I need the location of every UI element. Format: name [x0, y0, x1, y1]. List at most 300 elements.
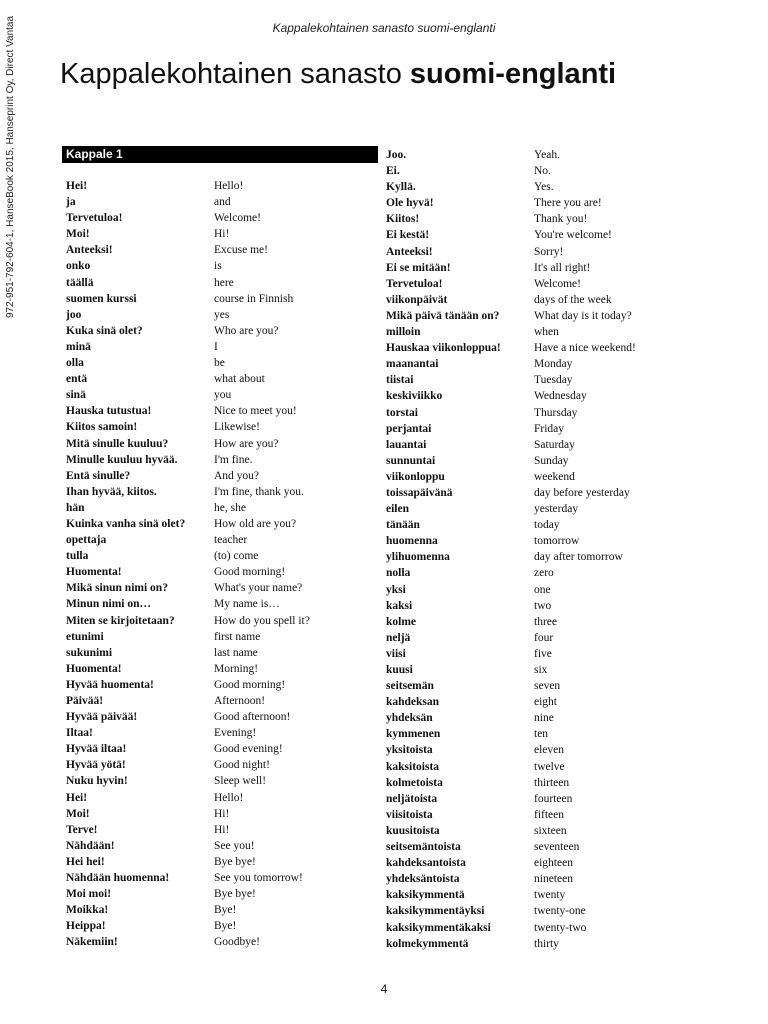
finnish-term: viikonloppu: [386, 470, 445, 483]
vocabulary-entry: [386, 324, 636, 340]
english-translation: nine: [534, 712, 554, 725]
english-translation: And you?: [214, 469, 260, 482]
english-translation: Hi!: [214, 228, 230, 241]
vocabulary-entry: [386, 276, 636, 292]
finnish-term: milloin: [386, 326, 421, 339]
vocabulary-entry: [66, 886, 310, 902]
finnish-term: Ei kestä!: [386, 229, 430, 242]
vocabulary-entry: [386, 936, 636, 952]
english-translation: Bye bye!: [214, 888, 256, 901]
vocabulary-entry: [66, 516, 310, 532]
english-translation: Bye!: [214, 904, 237, 917]
finnish-term: kuusi: [386, 664, 413, 676]
finnish-term: Päivää!: [66, 695, 104, 707]
english-translation: thirteen: [534, 776, 570, 789]
finnish-term: kaksi: [386, 599, 413, 612]
english-translation: Have a nice weekend!: [534, 342, 636, 355]
page-title-bold: suomi-englanti: [409, 58, 617, 90]
english-translation: weekend: [534, 470, 575, 483]
english-translation: seventeen: [534, 841, 580, 854]
finnish-term: yksitoista: [386, 744, 433, 757]
vocabulary-entry: [66, 564, 310, 580]
vocabulary-entry: [386, 517, 636, 533]
vocabulary-entry: [386, 163, 636, 179]
english-translation: Hello!: [214, 791, 244, 804]
english-translation: Yeah.: [534, 149, 560, 161]
vocabulary-entry: [386, 227, 636, 243]
vocabulary-entry: [66, 403, 310, 419]
vocabulary-entry: [386, 195, 636, 211]
finnish-term: Minulle kuuluu hyvää.: [66, 453, 178, 466]
english-translation: yesterday: [534, 503, 579, 516]
finnish-term: kolmekymmentä: [386, 937, 469, 950]
english-translation: and: [214, 196, 231, 209]
finnish-term: Ei se mitään!: [386, 261, 451, 274]
english-translation: Goodbye!: [214, 936, 260, 949]
finnish-term: Hyvää päivää!: [66, 711, 138, 724]
english-translation: Sleep well!: [214, 775, 267, 788]
finnish-term: kahdeksan: [386, 696, 440, 709]
english-translation: eleven: [534, 744, 565, 757]
vocabulary-entry: [386, 614, 636, 630]
vocabulary-entry: [386, 244, 636, 260]
finnish-term: Moi!: [66, 228, 90, 241]
vocabulary-entry: [66, 242, 310, 258]
english-translation: two: [534, 599, 552, 612]
finnish-term: Huomenta!: [66, 566, 122, 579]
finnish-term: viikonpäivät: [386, 293, 448, 306]
english-translation: day before yesterday: [534, 486, 630, 499]
english-translation: course in Finnish: [214, 292, 294, 305]
vocabulary-entry: [66, 178, 310, 194]
english-translation: How do you spell it?: [214, 614, 310, 627]
finnish-term: Heippa!: [66, 920, 106, 933]
english-translation: first name: [214, 630, 261, 643]
english-translation: Nice to meet you!: [214, 405, 297, 418]
english-translation: is: [214, 260, 222, 273]
finnish-term: Hyvää huomenta!: [66, 678, 154, 691]
finnish-term: viisi: [386, 647, 406, 660]
vocabulary-entry: [66, 387, 310, 403]
vocabulary-entry: [386, 759, 636, 775]
vocabulary-entry: [66, 693, 310, 709]
vocabulary-entry: [386, 646, 636, 662]
copyright-note: 972-951-792-604-1, HanseBook 2015, Hanseprint Oy, Direct Vantaa: [5, 15, 16, 318]
english-translation: I: [214, 340, 218, 353]
english-translation: eight: [534, 696, 557, 709]
finnish-term: seitsemän: [386, 680, 434, 693]
english-translation: There you are!: [534, 197, 602, 210]
finnish-term: Minun nimi on…: [66, 598, 151, 611]
english-translation: Likewise!: [214, 421, 260, 434]
finnish-term: Kiitos!: [386, 213, 420, 226]
finnish-term: kuusitoista: [386, 824, 440, 837]
vocabulary-entry: [386, 598, 636, 614]
finnish-term: tänään: [386, 519, 420, 532]
vocabulary-entry: [386, 469, 636, 485]
finnish-term: Nähdään!: [66, 839, 115, 852]
english-translation: Wednesday: [534, 390, 587, 403]
vocabulary-entry: [66, 371, 310, 387]
vocabulary-entry: [66, 773, 310, 789]
finnish-term: Joo.: [386, 149, 407, 161]
vocabulary-entry: [386, 211, 636, 227]
vocabulary-entry: [66, 629, 310, 645]
finnish-term: huomenna: [386, 535, 438, 548]
chapter-heading: Kappale 1: [62, 146, 378, 163]
finnish-term: seitsemäntoista: [386, 841, 461, 854]
finnish-term: Anteeksi!: [386, 245, 433, 258]
vocabulary-entry: [386, 340, 636, 356]
english-translation: Welcome!: [214, 212, 261, 225]
vocabulary-entry: [386, 453, 636, 469]
english-translation: one: [534, 583, 551, 596]
vocabulary-entry: [66, 452, 310, 468]
vocabulary-entry: [66, 580, 310, 596]
vocabulary-entry: [386, 308, 636, 324]
finnish-term: nolla: [386, 567, 411, 580]
vocabulary-entry: [66, 436, 310, 452]
english-translation: nineteen: [534, 873, 573, 886]
vocabulary-entry: [386, 855, 636, 871]
english-translation: four: [534, 631, 554, 644]
english-translation: zero: [534, 567, 554, 580]
finnish-term: Ihan hyvää, kiitos.: [66, 485, 157, 498]
finnish-term: Hei hei!: [66, 855, 105, 868]
finnish-term: Nuku hyvin!: [66, 775, 128, 788]
finnish-term: Näkemiin!: [66, 936, 118, 949]
vocabulary-entry: [386, 582, 636, 598]
finnish-term: Tervetuloa!: [386, 277, 443, 290]
english-translation: (to) come: [214, 550, 259, 563]
english-translation: How are you?: [214, 437, 279, 450]
english-translation: Saturday: [534, 438, 575, 451]
vocabulary-entry: [66, 484, 310, 500]
english-translation: twenty-one: [534, 905, 586, 918]
english-translation: be: [214, 357, 225, 370]
english-translation: thirty: [534, 937, 559, 950]
vocabulary-entry: [66, 226, 310, 242]
english-translation: what about: [214, 373, 265, 386]
finnish-term: yksi: [386, 583, 406, 596]
vocabulary-entry: [66, 757, 310, 773]
vocabulary-entry: [66, 806, 310, 822]
english-translation: Good morning!: [214, 678, 286, 691]
vocabulary-entry: [386, 388, 636, 404]
vocabulary-entry: [66, 532, 310, 548]
finnish-term: Anteeksi!: [66, 244, 113, 257]
vocabulary-entry: [386, 678, 636, 694]
vocabulary-entry: [386, 662, 636, 678]
english-translation: last name: [214, 646, 258, 659]
english-translation: Afternoon!: [214, 695, 266, 707]
english-translation: Good night!: [214, 759, 270, 772]
english-translation: today: [534, 519, 560, 532]
english-translation: three: [534, 615, 557, 628]
vocabulary-entry: [386, 292, 636, 308]
english-translation: twelve: [534, 760, 565, 773]
english-translation: Thank you!: [534, 213, 588, 226]
vocabulary-entry: [66, 291, 310, 307]
finnish-term: Iltaa!: [66, 727, 93, 740]
english-translation: You're welcome!: [534, 229, 612, 242]
finnish-term: entä: [66, 373, 88, 386]
vocabulary-entry: [386, 405, 636, 421]
finnish-term: Mitä sinulle kuuluu?: [66, 437, 169, 450]
finnish-term: sinä: [66, 389, 86, 402]
page-title: [60, 58, 616, 91]
english-translation: day after tomorrow: [534, 551, 623, 564]
finnish-term: eilen: [386, 503, 409, 516]
page-title-regular: Kappalekohtainen sanasto: [60, 58, 402, 90]
finnish-term: yhdeksäntoista: [386, 873, 460, 886]
english-translation: No.: [534, 165, 551, 178]
vocabulary-entry: [66, 918, 310, 934]
finnish-term: olla: [66, 357, 84, 370]
english-translation: ten: [534, 728, 549, 741]
english-translation: What's your name?: [214, 582, 303, 595]
english-translation: See you!: [214, 839, 255, 852]
finnish-term: perjantai: [386, 422, 432, 435]
finnish-term: neljätoista: [386, 792, 438, 805]
english-translation: Hello!: [214, 180, 244, 192]
english-translation: fourteen: [534, 792, 573, 805]
finnish-term: yhdeksän: [386, 712, 433, 725]
finnish-term: opettaja: [66, 534, 107, 547]
vocabulary-entry: [386, 565, 636, 581]
vocabulary-entry: [386, 839, 636, 855]
english-translation: Hi!: [214, 823, 230, 836]
english-translation: What day is it today?: [534, 309, 632, 322]
finnish-term: Mikä päivä tänään on?: [386, 309, 500, 322]
english-translation: teacher: [214, 534, 248, 547]
vocabulary-entry: [66, 468, 310, 484]
vocabulary-entry: [66, 596, 310, 612]
running-head: Kappalekohtainen sanasto suomi-englanti: [272, 21, 496, 35]
vocabulary-column-left: [66, 178, 310, 951]
vocabulary-entry: [66, 548, 310, 564]
finnish-term: Hyvää iltaa!: [66, 743, 127, 756]
english-translation: seven: [534, 680, 561, 693]
vocabulary-entry: [66, 838, 310, 854]
finnish-term: Ole hyvä!: [386, 197, 434, 210]
english-translation: days of the week: [534, 293, 612, 306]
finnish-term: Hei!: [66, 791, 88, 804]
english-translation: Morning!: [214, 662, 259, 675]
finnish-term: kahdeksantoista: [386, 857, 466, 870]
finnish-term: sunnuntai: [386, 454, 436, 467]
english-translation: Tuesday: [534, 374, 573, 387]
vocabulary-entry: [66, 194, 310, 210]
vocabulary-entry: [66, 870, 310, 886]
finnish-term: joo: [66, 308, 82, 321]
english-translation: Good evening!: [214, 743, 283, 756]
finnish-term: lauantai: [386, 438, 427, 451]
vocabulary-entry: [66, 822, 310, 838]
finnish-term: Nähdään huomenna!: [66, 872, 170, 885]
english-translation: Good morning!: [214, 566, 286, 579]
finnish-term: Tervetuloa!: [66, 212, 123, 225]
english-translation: fifteen: [534, 808, 565, 821]
finnish-term: kolme: [386, 615, 417, 628]
finnish-term: kolmetoista: [386, 776, 443, 789]
vocabulary-entry: [386, 887, 636, 903]
finnish-term: neljä: [386, 631, 411, 644]
vocabulary-entry: [386, 533, 636, 549]
vocabulary-entry: [386, 775, 636, 791]
finnish-term: Hauskaa viikonloppua!: [386, 342, 501, 355]
english-translation: See you tomorrow!: [214, 872, 303, 885]
vocabulary-entry: [386, 920, 636, 936]
english-translation: twenty: [534, 889, 566, 902]
english-translation: How old are you?: [214, 517, 297, 530]
finnish-term: viisitoista: [386, 808, 433, 821]
finnish-term: Kuka sinä olet?: [66, 324, 143, 337]
vocabulary-entry: [66, 258, 310, 274]
english-translation: I'm fine.: [214, 453, 253, 466]
vocabulary-entry: [386, 807, 636, 823]
finnish-term: kaksikymmentä: [386, 889, 465, 902]
english-translation: you: [214, 389, 232, 402]
finnish-term: sukunimi: [66, 646, 113, 659]
vocabulary-entry: [386, 726, 636, 742]
finnish-term: hän: [66, 501, 85, 514]
finnish-term: Miten se kirjoitetaan?: [66, 614, 175, 627]
english-translation: twenty-two: [534, 921, 587, 934]
page-number: 4: [380, 982, 388, 996]
finnish-term: Hauska tutustua!: [66, 405, 152, 418]
english-translation: Monday: [534, 358, 573, 371]
vocabulary-entry: [66, 790, 310, 806]
english-translation: five: [534, 647, 552, 660]
english-translation: Good afternoon!: [214, 711, 291, 724]
english-translation: My name is…: [214, 598, 280, 611]
english-translation: Sorry!: [534, 245, 564, 258]
english-translation: six: [534, 664, 548, 676]
finnish-term: kaksikymmentäkaksi: [386, 921, 491, 934]
finnish-term: maanantai: [386, 358, 439, 371]
finnish-term: kymmenen: [386, 728, 441, 741]
finnish-term: torstai: [386, 406, 418, 419]
vocabulary-entry: [66, 355, 310, 371]
finnish-term: Moi!: [66, 807, 90, 820]
english-translation: yes: [214, 308, 230, 321]
vocabulary-entry: [66, 323, 310, 339]
english-translation: when: [534, 326, 559, 339]
finnish-term: Ei.: [386, 165, 400, 178]
english-translation: Hi!: [214, 807, 230, 820]
vocabulary-entry: [66, 934, 310, 950]
finnish-term: toissapäivänä: [386, 486, 453, 499]
finnish-term: Entä sinulle?: [66, 469, 131, 482]
vocabulary-entry: [386, 421, 636, 437]
vocabulary-column-right: [386, 147, 636, 952]
english-translation: Who are you?: [214, 324, 279, 337]
vocabulary-entry: [66, 677, 310, 693]
vocabulary-entry: [66, 613, 310, 629]
finnish-term: Mikä sinun nimi on?: [66, 582, 168, 595]
vocabulary-entry: [66, 339, 310, 355]
vocabulary-entry: [386, 260, 636, 276]
vocabulary-entry: [386, 694, 636, 710]
finnish-term: Kiitos samoin!: [66, 421, 138, 434]
finnish-term: onko: [66, 260, 91, 273]
finnish-term: suomen kurssi: [66, 292, 137, 305]
vocabulary-entry: [386, 630, 636, 646]
finnish-term: keskiviikko: [386, 390, 443, 403]
english-translation: Bye!: [214, 920, 237, 933]
english-translation: here: [214, 276, 234, 289]
vocabulary-entry: [66, 725, 310, 741]
finnish-term: ja: [66, 196, 76, 209]
finnish-term: Kyllä.: [386, 181, 416, 194]
english-translation: tomorrow: [534, 535, 580, 548]
vocabulary-entry: [66, 709, 310, 725]
vocabulary-entry: [386, 710, 636, 726]
english-translation: sixteen: [534, 824, 567, 837]
english-translation: Yes.: [534, 181, 554, 194]
english-translation: Bye bye!: [214, 855, 256, 868]
finnish-term: tiistai: [386, 374, 414, 387]
english-translation: Thursday: [534, 406, 578, 419]
english-translation: It's all right!: [534, 261, 591, 274]
finnish-term: Kuinka vanha sinä olet?: [66, 517, 186, 530]
finnish-term: Moikka!: [66, 904, 109, 917]
vocabulary-entry: [386, 147, 636, 163]
vocabulary-entry: [386, 871, 636, 887]
finnish-term: Terve!: [66, 823, 98, 836]
english-translation: I'm fine, thank you.: [214, 485, 304, 498]
finnish-term: täällä: [66, 276, 94, 289]
vocabulary-entry: [66, 902, 310, 918]
vocabulary-entry: [66, 645, 310, 661]
finnish-term: kaksitoista: [386, 760, 440, 773]
vocabulary-entry: [386, 791, 636, 807]
vocabulary-entry: [386, 485, 636, 501]
vocabulary-entry: [386, 179, 636, 195]
vocabulary-entry: [66, 661, 310, 677]
finnish-term: Hei!: [66, 180, 88, 192]
english-translation: Welcome!: [534, 277, 581, 290]
vocabulary-entry: [386, 437, 636, 453]
finnish-term: etunimi: [66, 630, 104, 643]
vocabulary-entry: [66, 419, 310, 435]
finnish-term: kaksikymmentäyksi: [386, 905, 485, 918]
english-translation: he, she: [214, 501, 246, 514]
finnish-term: ylihuomenna: [386, 551, 450, 564]
vocabulary-entry: [386, 372, 636, 388]
vocabulary-entry: [66, 307, 310, 323]
vocabulary-entry: [66, 275, 310, 291]
vocabulary-entry: [386, 356, 636, 372]
finnish-term: Huomenta!: [66, 662, 122, 675]
finnish-term: Hyvää yötä!: [66, 759, 126, 772]
vocabulary-entry: [386, 742, 636, 758]
vocabulary-entry: [386, 903, 636, 919]
vocabulary-entry: [66, 741, 310, 757]
english-translation: Sunday: [534, 454, 569, 467]
finnish-term: minä: [66, 340, 91, 353]
finnish-term: Moi moi!: [66, 888, 112, 901]
vocabulary-entry: [386, 823, 636, 839]
english-translation: eighteen: [534, 857, 573, 870]
english-translation: Friday: [534, 422, 565, 435]
vocabulary-entry: [66, 210, 310, 226]
vocabulary-entry: [66, 500, 310, 516]
vocabulary-entry: [386, 549, 636, 565]
vocabulary-entry: [386, 501, 636, 517]
vocabulary-entry: [66, 854, 310, 870]
